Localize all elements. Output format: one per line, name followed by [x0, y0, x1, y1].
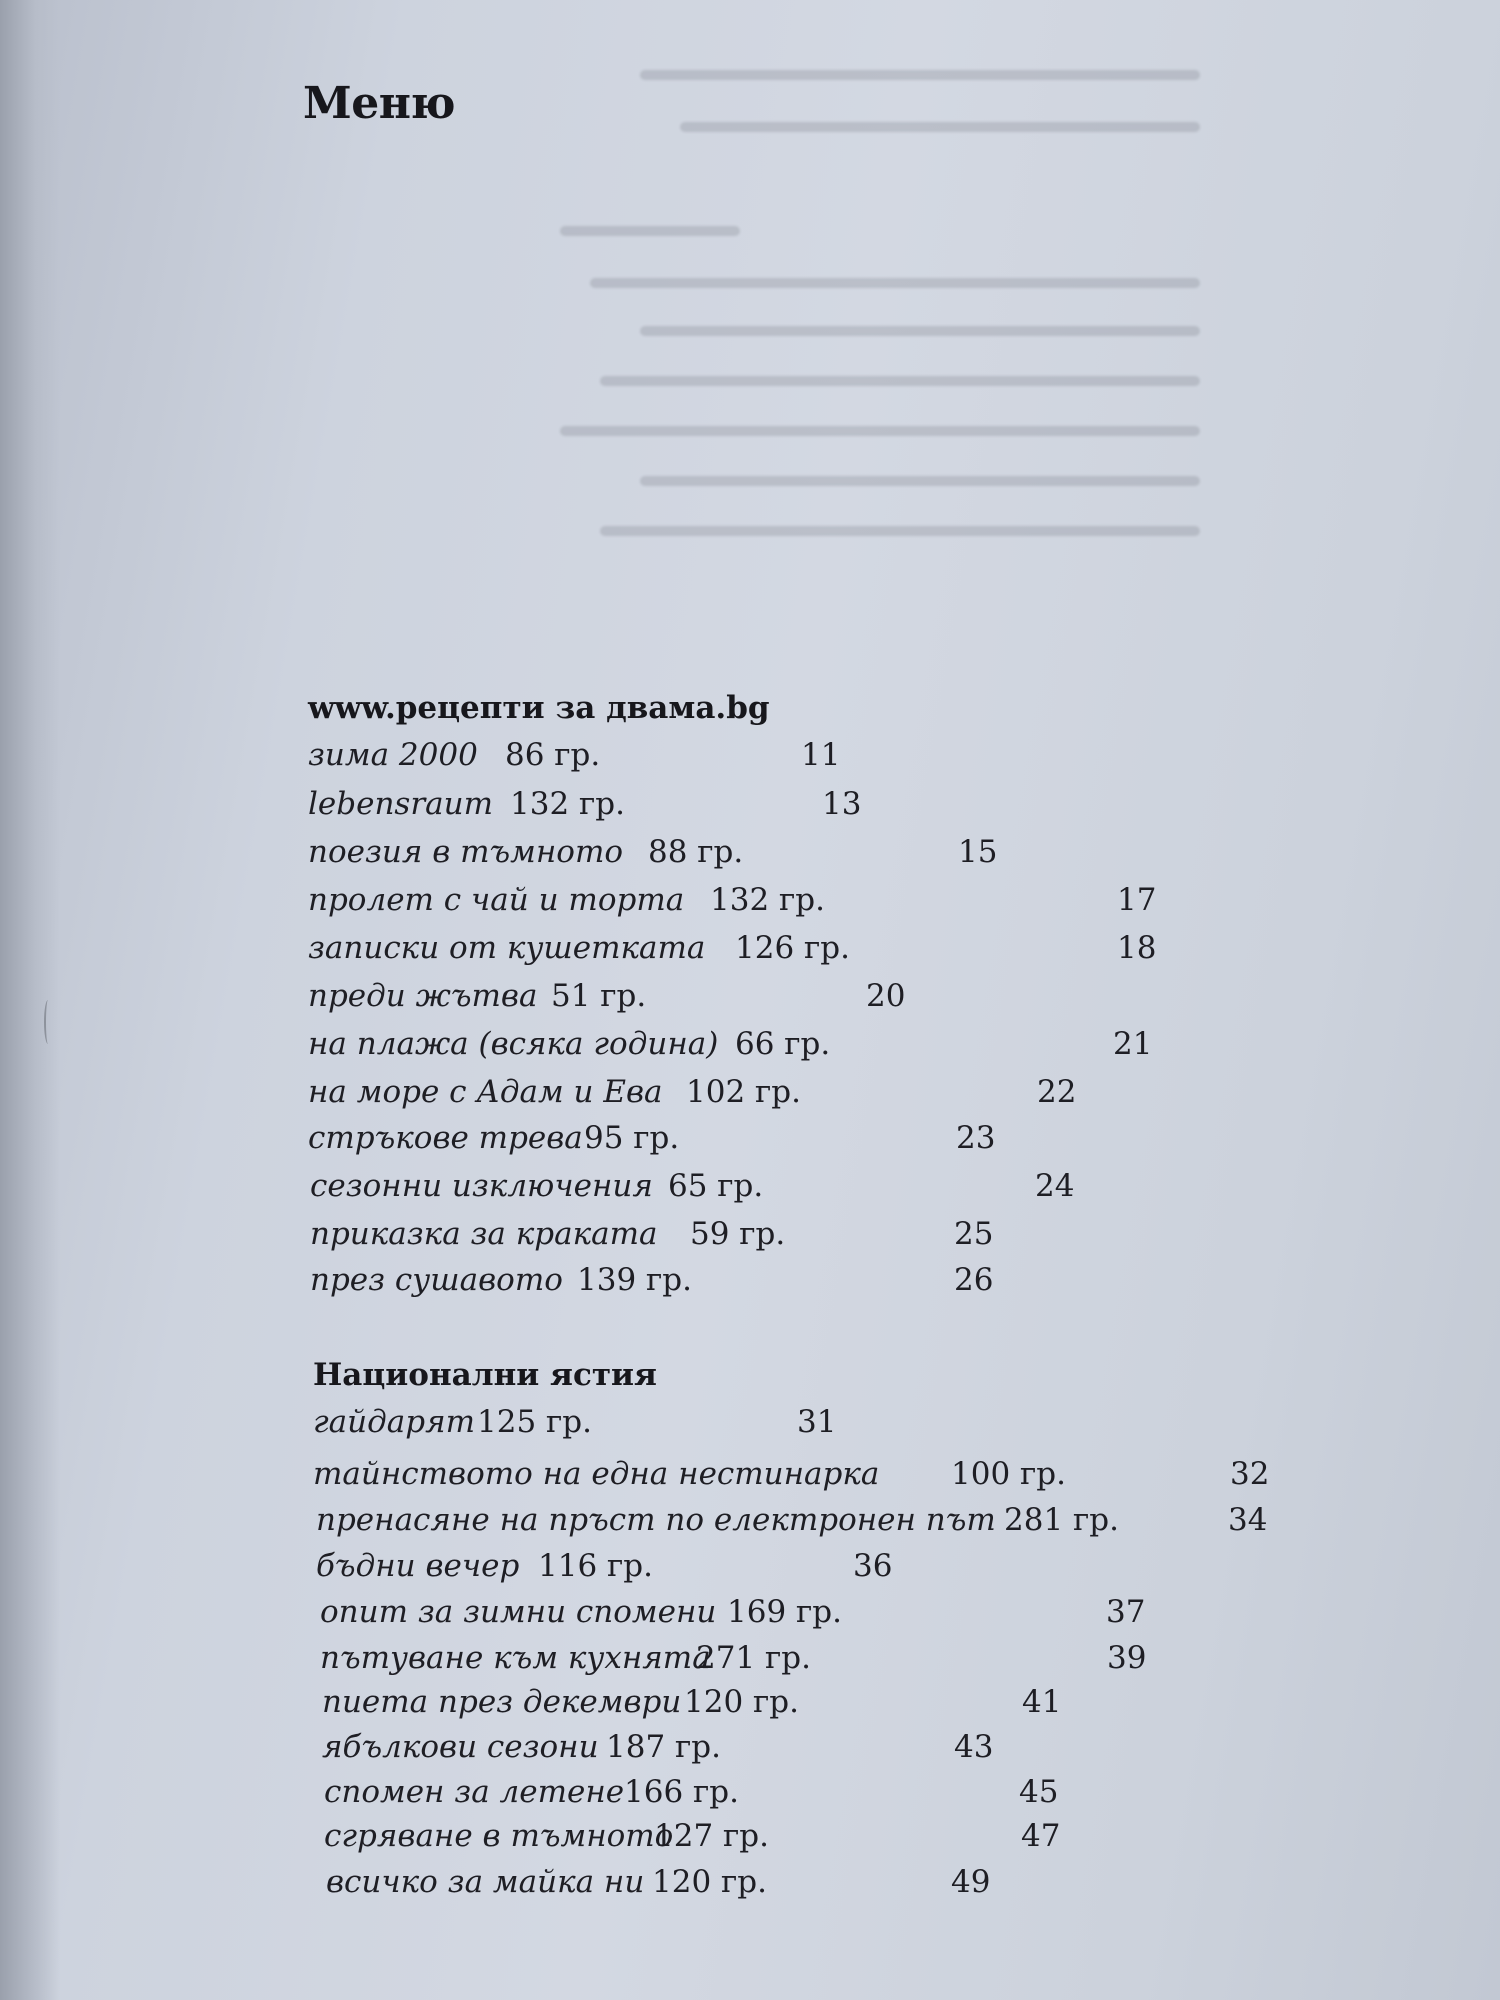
item-name: на море с Адам и Ева — [308, 1074, 663, 1110]
item-weight: 271 гр. — [696, 1640, 811, 1676]
item-name: записки от кушетката — [308, 930, 706, 966]
item-name: гайдарят — [313, 1404, 476, 1440]
item-weight: 125 гр. — [477, 1404, 592, 1440]
item-weight: 59 гр. — [690, 1216, 786, 1252]
list-item — [322, 1680, 1500, 1724]
item-weight: 100 гр. — [951, 1456, 1066, 1492]
item-name: сгряване в тъмното — [324, 1818, 674, 1854]
item-weight: 120 гр. — [652, 1864, 767, 1900]
item-weight: 86 гр. — [505, 737, 601, 773]
list-item — [326, 1860, 1500, 1904]
item-page: 15 — [958, 834, 998, 870]
item-name: lebensraum — [308, 786, 493, 822]
item-page: 13 — [822, 786, 862, 822]
list-item — [308, 1116, 1500, 1160]
list-item — [308, 974, 1500, 1018]
item-weight: 51 гр. — [551, 978, 647, 1014]
item-weight: 95 гр. — [584, 1120, 680, 1156]
item-page: 24 — [1035, 1168, 1075, 1204]
item-page: 45 — [1019, 1774, 1059, 1810]
item-name: всичко за майка ни — [326, 1864, 645, 1900]
page-title: Меню — [303, 78, 456, 129]
item-weight: 116 гр. — [538, 1548, 653, 1584]
list-item — [320, 1636, 1500, 1680]
item-page: 20 — [866, 978, 906, 1014]
list-item — [308, 878, 1500, 922]
item-page: 49 — [951, 1864, 991, 1900]
item-page: 23 — [956, 1120, 996, 1156]
item-name: сезонни изключения — [310, 1168, 653, 1204]
item-name: преди жътва — [308, 978, 538, 1014]
list-item — [310, 1164, 1500, 1208]
section-title-recipes: www.рецепти за двама.bg — [308, 690, 770, 726]
item-page: 34 — [1228, 1502, 1268, 1538]
item-weight: 187 гр. — [606, 1729, 721, 1765]
item-name: пиета през декември — [322, 1684, 682, 1720]
item-weight: 65 гр. — [668, 1168, 764, 1204]
item-page: 18 — [1117, 930, 1157, 966]
list-item — [313, 1452, 1500, 1496]
page-binding-shadow — [0, 0, 60, 2000]
list-item — [308, 1070, 1500, 1114]
item-weight: 132 гр. — [510, 786, 625, 822]
item-page: 25 — [954, 1216, 994, 1252]
item-weight: 169 гр. — [727, 1594, 842, 1630]
item-page: 36 — [853, 1548, 893, 1584]
list-item — [308, 733, 1500, 777]
item-page: 47 — [1021, 1818, 1061, 1854]
list-item — [310, 1212, 1500, 1256]
item-page: 26 — [954, 1262, 994, 1298]
list-item — [320, 1590, 1500, 1634]
item-weight: 132 гр. — [710, 882, 825, 918]
item-name: стръкове трева — [308, 1120, 583, 1156]
list-item — [310, 1258, 1500, 1302]
item-page: 21 — [1113, 1026, 1153, 1062]
list-item — [322, 1725, 1500, 1769]
item-name: бъдни вечер — [316, 1548, 520, 1584]
item-weight: 126 гр. — [735, 930, 850, 966]
item-name: спомен за летене — [324, 1774, 625, 1810]
item-name: през сушавото — [310, 1262, 563, 1298]
item-weight: 166 гр. — [624, 1774, 739, 1810]
item-name: приказка за краката — [310, 1216, 658, 1252]
item-name: опит за зимни спомени — [320, 1594, 717, 1630]
item-weight: 66 гр. — [735, 1026, 831, 1062]
list-item — [308, 830, 1500, 874]
list-item — [324, 1814, 1500, 1858]
item-weight: 139 гр. — [577, 1262, 692, 1298]
item-weight: 127 гр. — [654, 1818, 769, 1854]
item-page: 32 — [1230, 1456, 1270, 1492]
item-name: тайнството на една нестинарка — [313, 1456, 880, 1492]
item-name: зима 2000 — [308, 737, 478, 773]
item-name: пролет с чай и торта — [308, 882, 685, 918]
item-name: ябълкови сезони — [322, 1729, 599, 1765]
item-page: 41 — [1022, 1684, 1062, 1720]
pencil-mark — [44, 1000, 52, 1044]
item-weight: 120 гр. — [684, 1684, 799, 1720]
list-item — [316, 1498, 1500, 1542]
item-name: пренасяне на пръст по електронен път — [316, 1502, 996, 1538]
list-item — [308, 1022, 1500, 1066]
list-item — [308, 782, 1500, 826]
item-name: поезия в тъмното — [308, 834, 624, 870]
list-item — [313, 1400, 1500, 1444]
item-weight: 281 гр. — [1004, 1502, 1119, 1538]
item-page: 43 — [954, 1729, 994, 1765]
list-item — [316, 1544, 1500, 1588]
item-page: 39 — [1107, 1640, 1147, 1676]
list-item — [324, 1770, 1500, 1814]
item-page: 22 — [1037, 1074, 1077, 1110]
item-name: на плажа (всяка година) — [308, 1026, 719, 1062]
item-name: пътуване към кухнята — [320, 1640, 711, 1676]
item-page: 17 — [1117, 882, 1157, 918]
list-item — [308, 926, 1500, 970]
item-weight: 88 гр. — [648, 834, 744, 870]
section-title-national: Национални ястия — [313, 1357, 657, 1393]
item-page: 31 — [797, 1404, 837, 1440]
item-weight: 102 гр. — [686, 1074, 801, 1110]
item-page: 37 — [1106, 1594, 1146, 1630]
item-page: 11 — [801, 737, 841, 773]
